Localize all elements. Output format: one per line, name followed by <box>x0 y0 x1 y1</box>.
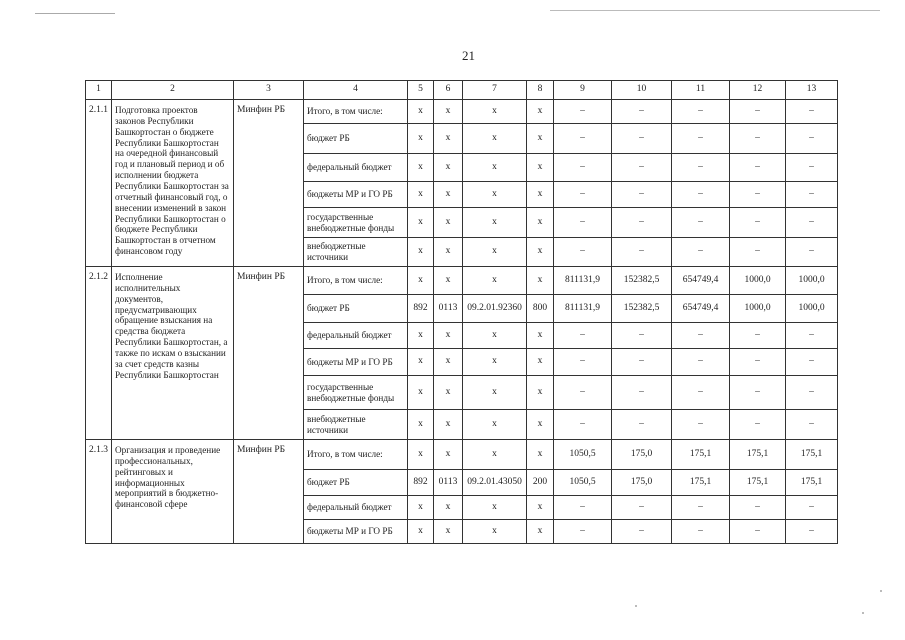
column-header: 6 <box>434 81 463 100</box>
funding-source: внебюджетные источники <box>304 410 408 440</box>
value-cell: x <box>527 238 554 267</box>
value-cell: 1050,5 <box>554 470 612 496</box>
value-cell: 175,0 <box>612 440 672 470</box>
value-cell: 0113 <box>434 295 463 323</box>
value-cell: x <box>463 124 527 154</box>
value-cell: x <box>527 100 554 124</box>
item-title: Организация и проведение профессиональных, рейтинговых и информационных мероприятий в бюджетно-финансовой сфере <box>112 440 234 544</box>
value-cell: – <box>672 182 730 208</box>
value-cell: x <box>527 410 554 440</box>
funding-source: федеральный бюджет <box>304 154 408 182</box>
value-cell: x <box>463 100 527 124</box>
value-cell: – <box>612 154 672 182</box>
funding-source: государственные внебюджетные фонды <box>304 376 408 410</box>
value-cell: x <box>434 376 463 410</box>
table-row <box>86 100 838 124</box>
value-cell: – <box>786 182 838 208</box>
funding-source: Итого, в том числе: <box>304 100 408 124</box>
funding-source: Итого, в том числе: <box>304 440 408 470</box>
funding-source: внебюджетные источники <box>304 238 408 267</box>
value-cell: – <box>612 182 672 208</box>
value-cell: – <box>672 410 730 440</box>
value-cell: 654749,4 <box>672 295 730 323</box>
value-cell: – <box>554 410 612 440</box>
value-cell: x <box>408 376 434 410</box>
column-header: 5 <box>408 81 434 100</box>
value-cell: 175,1 <box>786 440 838 470</box>
scan-artifact-line <box>550 10 880 11</box>
value-cell: – <box>612 496 672 520</box>
funding-source: бюджеты МР и ГО РБ <box>304 349 408 376</box>
value-cell: 175,1 <box>730 470 786 496</box>
value-cell: – <box>612 376 672 410</box>
value-cell: – <box>730 376 786 410</box>
value-cell: – <box>672 124 730 154</box>
value-cell: – <box>672 520 730 544</box>
value-cell: x <box>408 410 434 440</box>
value-cell: – <box>672 349 730 376</box>
value-cell: x <box>434 208 463 238</box>
value-cell: – <box>730 520 786 544</box>
column-header: 13 <box>786 81 838 100</box>
value-cell: x <box>527 440 554 470</box>
value-cell: – <box>554 154 612 182</box>
item-executor: Минфин РБ <box>234 100 304 267</box>
value-cell: – <box>730 238 786 267</box>
value-cell: – <box>672 154 730 182</box>
value-cell: – <box>730 496 786 520</box>
value-cell: x <box>463 267 527 295</box>
column-header: 1 <box>86 81 112 100</box>
item-executor: Минфин РБ <box>234 267 304 440</box>
value-cell: 1000,0 <box>730 267 786 295</box>
value-cell: x <box>434 440 463 470</box>
scan-speck <box>880 590 882 592</box>
value-cell: – <box>554 376 612 410</box>
value-cell: 892 <box>408 295 434 323</box>
value-cell: 1000,0 <box>730 295 786 323</box>
value-cell: x <box>463 208 527 238</box>
value-cell: x <box>527 182 554 208</box>
value-cell: – <box>612 349 672 376</box>
value-cell: x <box>408 520 434 544</box>
value-cell: – <box>786 520 838 544</box>
value-cell: – <box>554 520 612 544</box>
value-cell: x <box>527 124 554 154</box>
budget-table <box>85 80 838 544</box>
value-cell: x <box>434 323 463 349</box>
column-header: 10 <box>612 81 672 100</box>
value-cell: 1000,0 <box>786 295 838 323</box>
header-row <box>86 81 838 100</box>
value-cell: – <box>730 100 786 124</box>
value-cell: – <box>672 238 730 267</box>
value-cell: x <box>408 267 434 295</box>
value-cell: – <box>672 496 730 520</box>
value-cell: x <box>408 124 434 154</box>
value-cell: 892 <box>408 470 434 496</box>
value-cell: x <box>463 154 527 182</box>
value-cell: 200 <box>527 470 554 496</box>
funding-source: бюджет РБ <box>304 295 408 323</box>
value-cell: 152382,5 <box>612 295 672 323</box>
value-cell: 152382,5 <box>612 267 672 295</box>
value-cell: x <box>527 496 554 520</box>
column-header: 3 <box>234 81 304 100</box>
item-executor: Минфин РБ <box>234 440 304 544</box>
table-row <box>86 440 838 470</box>
value-cell: – <box>612 238 672 267</box>
value-cell: – <box>730 208 786 238</box>
value-cell: – <box>730 182 786 208</box>
value-cell: x <box>434 182 463 208</box>
value-cell: – <box>554 496 612 520</box>
column-header: 8 <box>527 81 554 100</box>
value-cell: – <box>612 520 672 544</box>
funding-source: бюджеты МР и ГО РБ <box>304 182 408 208</box>
value-cell: x <box>434 410 463 440</box>
value-cell: x <box>434 267 463 295</box>
value-cell: – <box>612 410 672 440</box>
value-cell: x <box>527 208 554 238</box>
value-cell: – <box>786 208 838 238</box>
value-cell: 0113 <box>434 470 463 496</box>
scan-speck <box>635 605 637 607</box>
value-cell: x <box>527 323 554 349</box>
value-cell: x <box>408 100 434 124</box>
item-code: 2.1.1 <box>86 100 112 267</box>
funding-source: федеральный бюджет <box>304 323 408 349</box>
value-cell: – <box>672 208 730 238</box>
column-header: 2 <box>112 81 234 100</box>
value-cell: – <box>786 410 838 440</box>
value-cell: x <box>434 124 463 154</box>
value-cell: – <box>672 100 730 124</box>
value-cell: – <box>786 124 838 154</box>
column-header: 7 <box>463 81 527 100</box>
value-cell: – <box>786 349 838 376</box>
value-cell: – <box>554 182 612 208</box>
item-code: 2.1.3 <box>86 440 112 544</box>
funding-source: государственные внебюджетные фонды <box>304 208 408 238</box>
scan-artifact-line <box>35 13 115 14</box>
value-cell: x <box>408 238 434 267</box>
value-cell: – <box>786 154 838 182</box>
value-cell: x <box>434 238 463 267</box>
value-cell: – <box>730 410 786 440</box>
value-cell: – <box>672 376 730 410</box>
value-cell: x <box>408 323 434 349</box>
value-cell: x <box>463 496 527 520</box>
value-cell: x <box>527 267 554 295</box>
value-cell: x <box>434 154 463 182</box>
value-cell: 175,0 <box>612 470 672 496</box>
funding-source: бюджет РБ <box>304 124 408 154</box>
funding-source: Итого, в том числе: <box>304 267 408 295</box>
value-cell: x <box>408 440 434 470</box>
value-cell: – <box>786 496 838 520</box>
value-cell: – <box>612 100 672 124</box>
value-cell: – <box>786 376 838 410</box>
value-cell: – <box>730 323 786 349</box>
item-code: 2.1.2 <box>86 267 112 440</box>
column-header: 9 <box>554 81 612 100</box>
value-cell: – <box>786 323 838 349</box>
value-cell: 811131,9 <box>554 267 612 295</box>
value-cell: – <box>554 208 612 238</box>
scan-speck <box>862 612 864 614</box>
funding-source: бюджет РБ <box>304 470 408 496</box>
value-cell: x <box>434 349 463 376</box>
value-cell: – <box>612 208 672 238</box>
value-cell: x <box>408 182 434 208</box>
column-header: 4 <box>304 81 408 100</box>
value-cell: x <box>527 349 554 376</box>
value-cell: – <box>612 323 672 349</box>
value-cell: 800 <box>527 295 554 323</box>
value-cell: x <box>408 349 434 376</box>
value-cell: x <box>408 496 434 520</box>
value-cell: x <box>463 323 527 349</box>
value-cell: 175,1 <box>672 440 730 470</box>
value-cell: – <box>730 154 786 182</box>
value-cell: 09.2.01.92360 <box>463 295 527 323</box>
value-cell: x <box>463 440 527 470</box>
value-cell: x <box>434 496 463 520</box>
value-cell: x <box>463 376 527 410</box>
value-cell: – <box>672 323 730 349</box>
value-cell: x <box>527 520 554 544</box>
value-cell: – <box>612 124 672 154</box>
value-cell: – <box>786 238 838 267</box>
value-cell: 811131,9 <box>554 295 612 323</box>
value-cell: x <box>434 100 463 124</box>
value-cell: – <box>554 100 612 124</box>
value-cell: 09.2.01.43050 <box>463 470 527 496</box>
value-cell: – <box>554 349 612 376</box>
value-cell: x <box>527 154 554 182</box>
value-cell: x <box>408 154 434 182</box>
table-row <box>86 267 838 295</box>
value-cell: – <box>730 349 786 376</box>
page-number: 21 <box>462 48 475 63</box>
value-cell: x <box>463 182 527 208</box>
item-title: Подготовка проектов законов Республики Башкортостан о бюджете Республики Башкортостан на очередной финансовый год и плановый период и об исполнении бюджета Республики Башкортостан за отчетный финансовый год, о внесении изменений в закон Республики Башкортостан о бюджете Республики Башкортостан в отчетном финансовом году <box>112 100 234 267</box>
value-cell: x <box>434 520 463 544</box>
funding-source: федеральный бюджет <box>304 496 408 520</box>
value-cell: x <box>408 208 434 238</box>
funding-source: бюджеты МР и ГО РБ <box>304 520 408 544</box>
column-header: 12 <box>730 81 786 100</box>
value-cell: – <box>554 323 612 349</box>
value-cell: – <box>730 124 786 154</box>
value-cell: 654749,4 <box>672 267 730 295</box>
value-cell: 175,1 <box>672 470 730 496</box>
value-cell: x <box>463 238 527 267</box>
value-cell: – <box>554 124 612 154</box>
value-cell: x <box>463 520 527 544</box>
value-cell: 1000,0 <box>786 267 838 295</box>
value-cell: 175,1 <box>786 470 838 496</box>
value-cell: x <box>527 376 554 410</box>
column-header: 11 <box>672 81 730 100</box>
value-cell: x <box>463 410 527 440</box>
value-cell: – <box>786 100 838 124</box>
value-cell: 1050,5 <box>554 440 612 470</box>
item-title: Исполнение исполнительных документов, предусматривающих обращение взыскания на средства бюджета Республики Башкортостан, а также по искам о взыскании за счет средств казны Республики Башкортостан <box>112 267 234 440</box>
value-cell: – <box>554 238 612 267</box>
value-cell: x <box>463 349 527 376</box>
value-cell: 175,1 <box>730 440 786 470</box>
